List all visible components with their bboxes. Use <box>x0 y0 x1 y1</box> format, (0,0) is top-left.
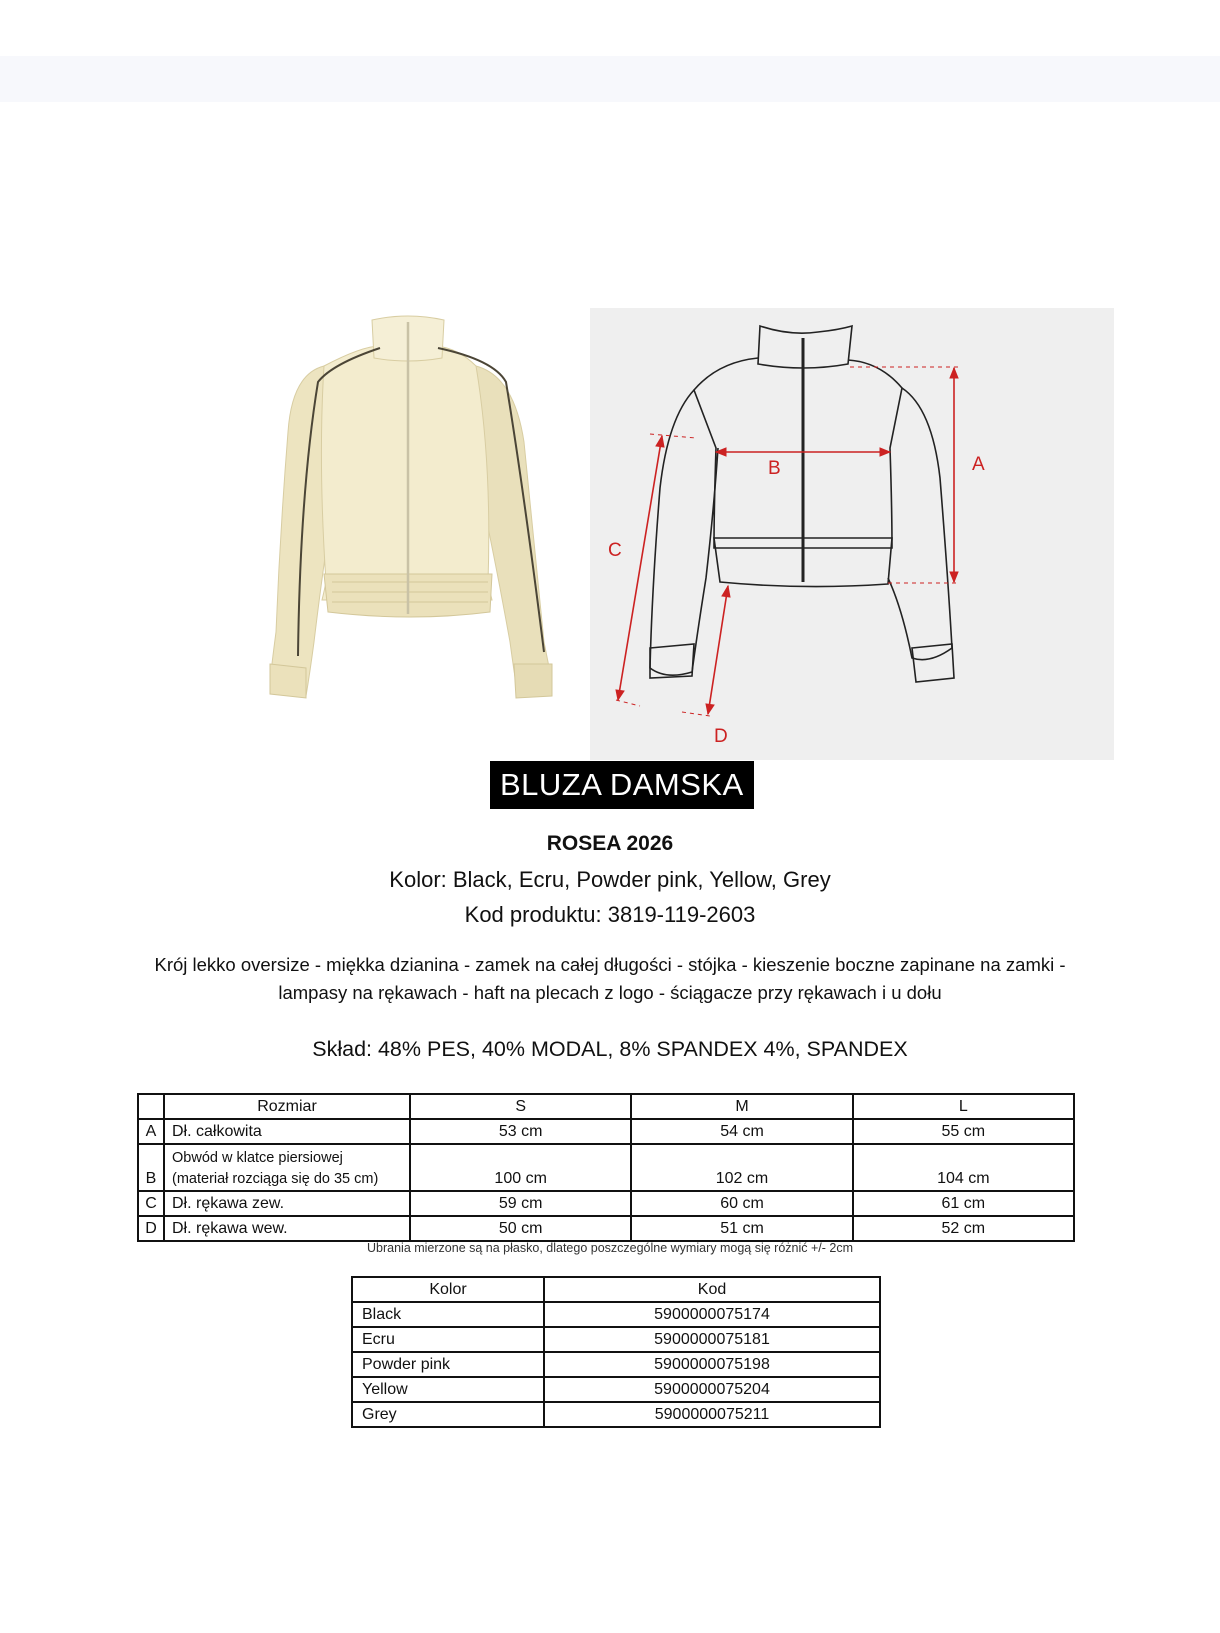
code-row <box>352 1352 880 1377</box>
value-m: 60 cm <box>631 1191 852 1216</box>
value-l: 52 cm <box>853 1216 1074 1241</box>
composition-line: Skład: 48% PES, 40% MODAL, 8% SPANDEX 4%, SPANDEX <box>312 1037 908 1061</box>
row-label-line1: Obwód w klatce piersiowej <box>172 1150 343 1166</box>
color-name: Yellow <box>352 1377 544 1402</box>
row-label-line2: (materiał rozciąga się do 35 cm) <box>172 1171 379 1187</box>
header-size-l: L <box>853 1094 1074 1119</box>
measure-lines <box>616 367 960 716</box>
value-l: 104 cm <box>853 1144 1074 1191</box>
jacket-sketch <box>650 326 954 682</box>
value-m: 102 cm <box>631 1144 852 1191</box>
color-code-table <box>351 1276 881 1428</box>
code-row <box>352 1377 880 1402</box>
corner-cell <box>138 1094 164 1119</box>
top-bar <box>0 56 1220 102</box>
product-description: Krój lekko oversize - miękka dzianina - zamek na całej długości - stójka - kieszenie boczne zapinane na zamki - lampasy na rękawach - haft na plecach z logo - ściągacze przy rękawach i u dołu <box>154 954 1066 1003</box>
color-code: 5900000075211 <box>544 1402 880 1427</box>
size-row-a <box>138 1119 1074 1144</box>
code-row <box>352 1327 880 1352</box>
header-size-label: Rozmiar <box>164 1094 410 1119</box>
size-row-c <box>138 1191 1074 1216</box>
header-color: Kolor <box>352 1277 544 1302</box>
header-size-m: M <box>631 1094 852 1119</box>
row-letter: B <box>138 1144 164 1191</box>
label-b: B <box>768 458 781 479</box>
row-label: Dł. rękawa wew. <box>164 1216 410 1241</box>
color-name: Grey <box>352 1402 544 1427</box>
value-l: 55 cm <box>853 1119 1074 1144</box>
label-a: A <box>972 454 985 475</box>
measurement-note: Ubrania mierzone są na płasko, dlatego poszczególne wymiary mogą się różnić +/- 2cm <box>367 1241 853 1255</box>
code-row <box>352 1302 880 1327</box>
code-row <box>352 1402 880 1427</box>
label-c: C <box>608 540 622 561</box>
color-code: 5900000075174 <box>544 1302 880 1327</box>
label-d: D <box>714 726 728 747</box>
product-title-badge: BLUZA DAMSKA <box>490 761 754 809</box>
value-s: 53 cm <box>410 1119 631 1144</box>
code-table-header <box>352 1277 880 1302</box>
row-label <box>164 1144 410 1191</box>
header-code: Kod <box>544 1277 880 1302</box>
color-name: Ecru <box>352 1327 544 1352</box>
value-m: 51 cm <box>631 1216 852 1241</box>
color-name: Powder pink <box>352 1352 544 1377</box>
row-label: Dł. całkowita <box>164 1119 410 1144</box>
value-l: 61 cm <box>853 1191 1074 1216</box>
row-label: Dł. rękawa zew. <box>164 1191 410 1216</box>
size-row-d <box>138 1216 1074 1241</box>
value-s: 100 cm <box>410 1144 631 1191</box>
value-m: 54 cm <box>631 1119 852 1144</box>
product-photo <box>262 312 580 732</box>
size-table <box>137 1093 1075 1242</box>
row-letter: C <box>138 1191 164 1216</box>
model-name: ROSEA 2026 <box>546 832 674 855</box>
size-table-header <box>138 1094 1074 1119</box>
measurement-diagram-panel <box>590 308 1114 760</box>
color-code: 5900000075204 <box>544 1377 880 1402</box>
header-size-s: S <box>410 1094 631 1119</box>
color-name: Black <box>352 1302 544 1327</box>
color-code: 5900000075198 <box>544 1352 880 1377</box>
value-s: 59 cm <box>410 1191 631 1216</box>
measurement-diagram <box>590 308 1114 760</box>
jacket-illustration <box>270 316 552 698</box>
color-code: 5900000075181 <box>544 1327 880 1352</box>
row-letter: D <box>138 1216 164 1241</box>
row-letter: A <box>138 1119 164 1144</box>
product-code-line: Kod produktu: 3819-119-2603 <box>464 902 756 927</box>
value-s: 50 cm <box>410 1216 631 1241</box>
colors-line: Kolor: Black, Ecru, Powder pink, Yellow, Grey <box>389 867 831 892</box>
size-row-b <box>138 1144 1074 1191</box>
